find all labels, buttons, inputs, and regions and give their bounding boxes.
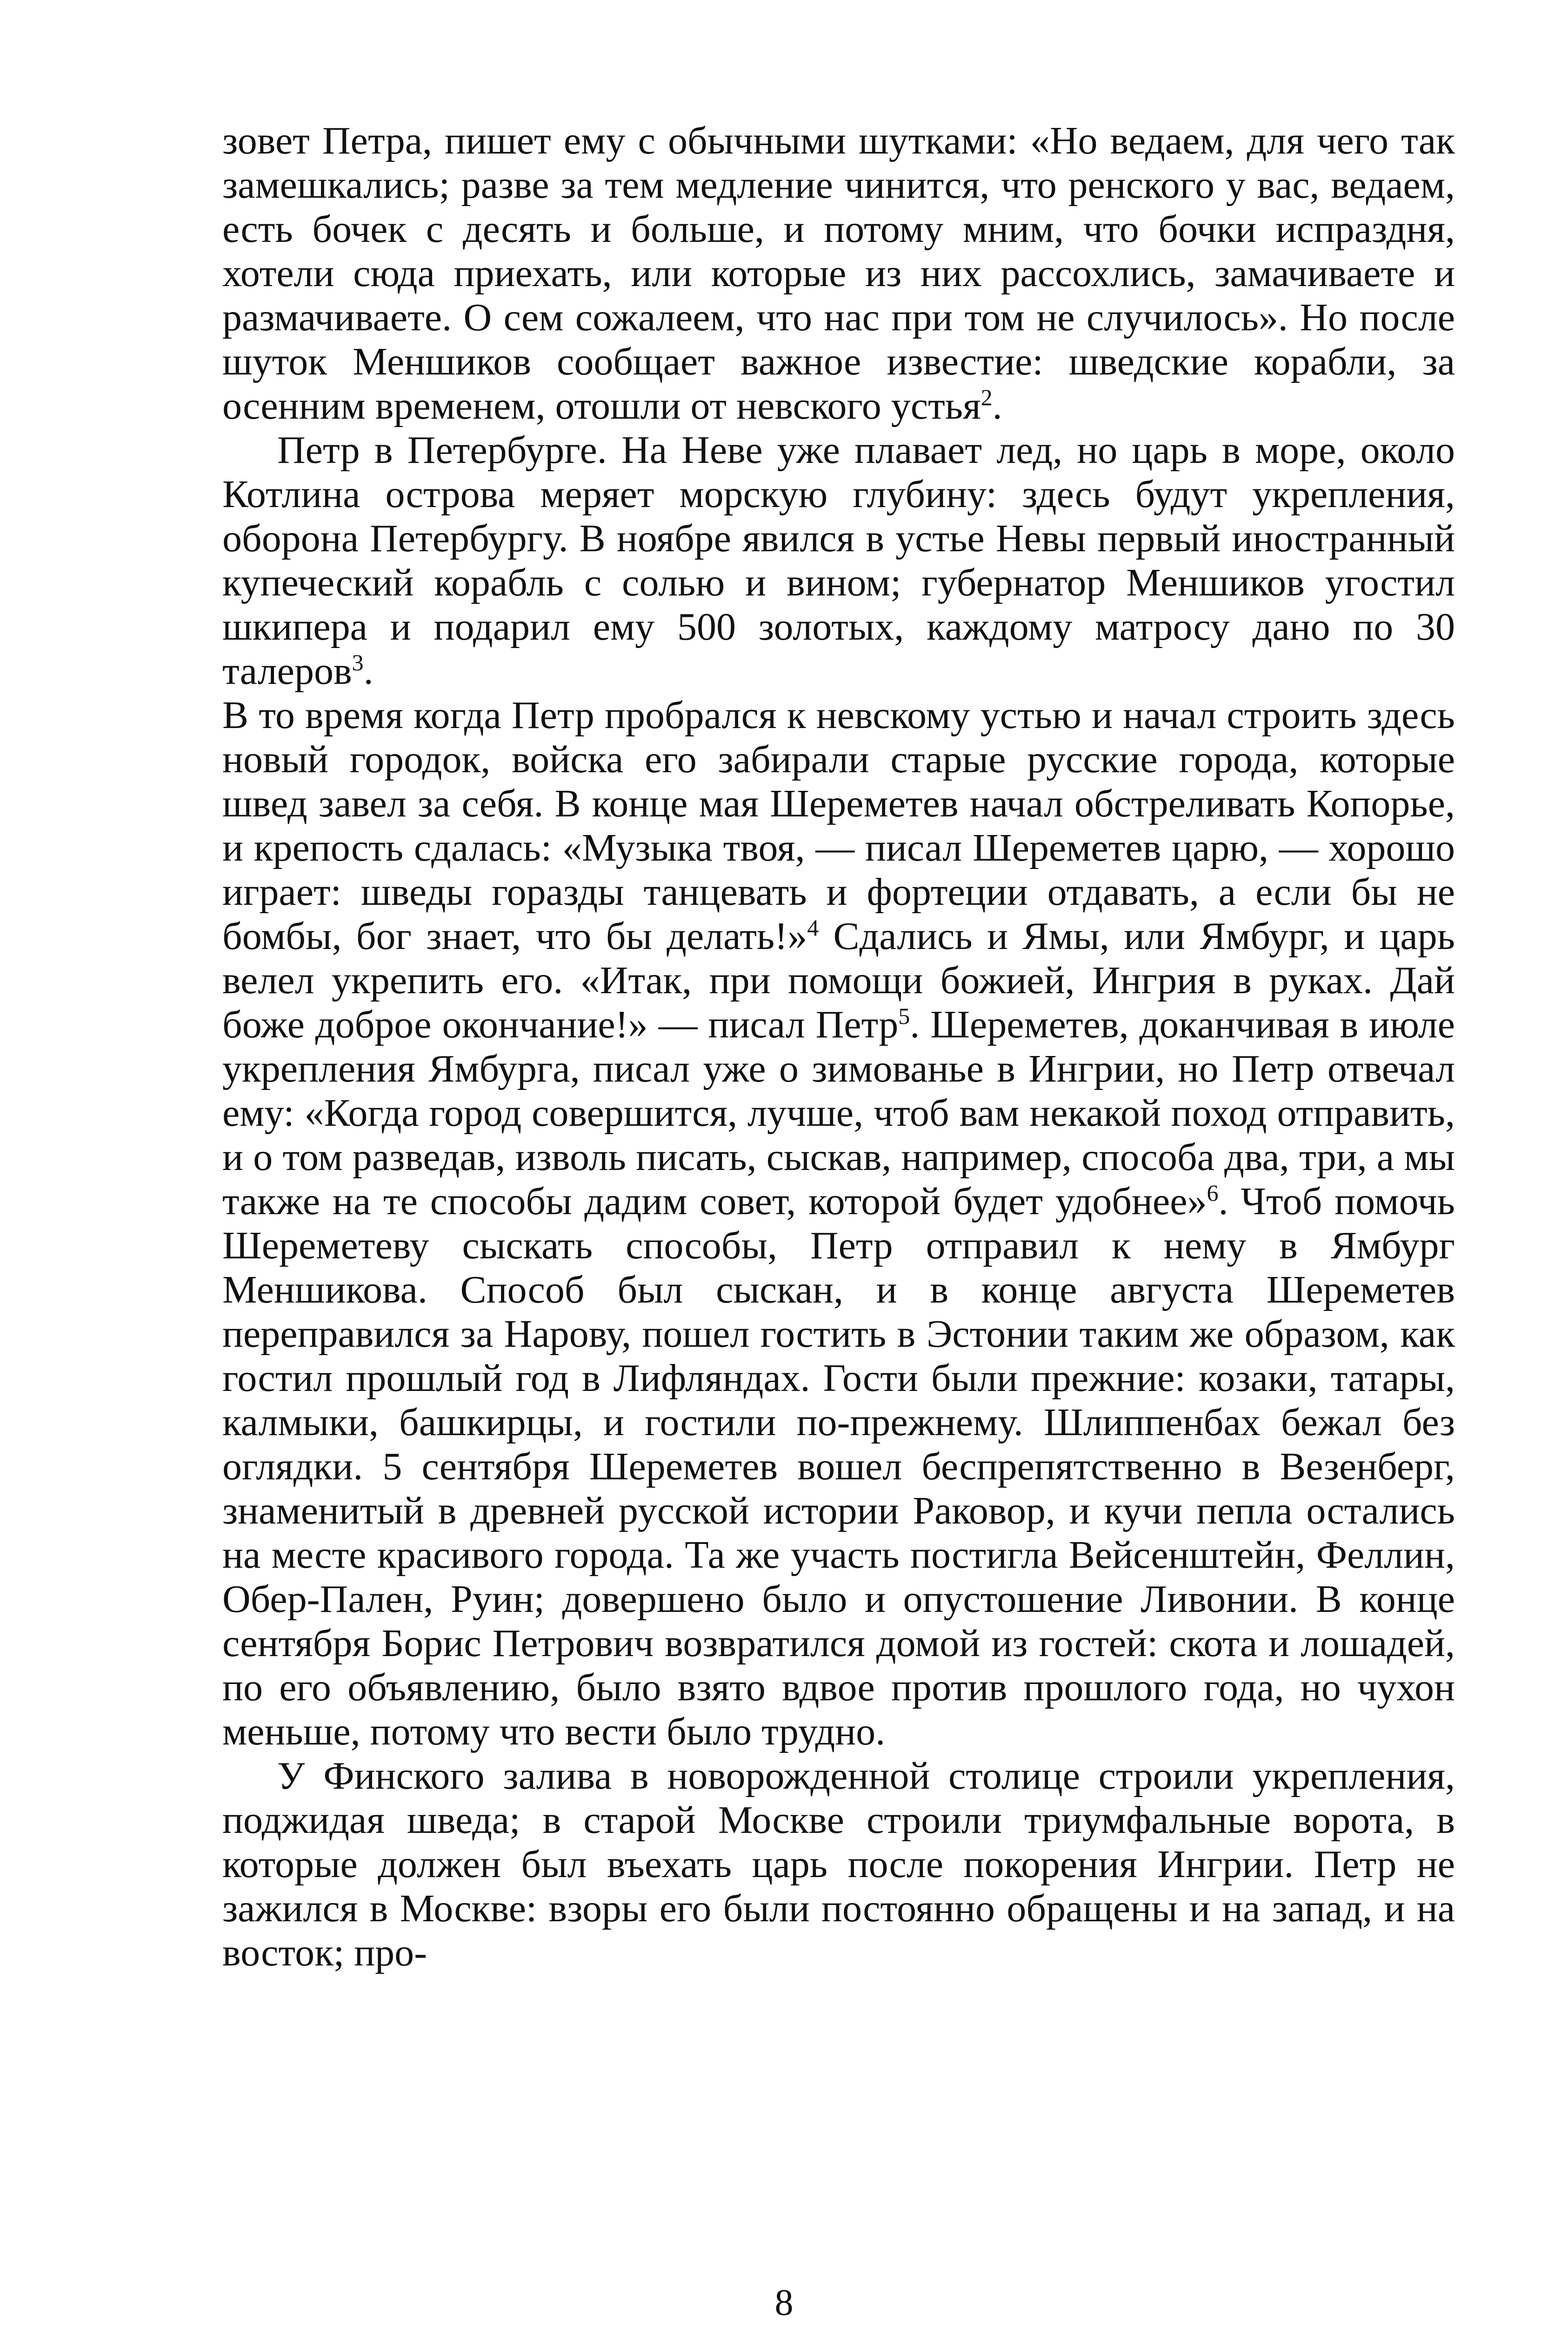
- paragraph-3: [222, 693, 1455, 1754]
- paragraph-text: . Чтоб помочь Шереметеву сыскать способы, Петр отправил к нему в Ямбург Меншикова. Способ был сыскан, и в конце августа Шереметев переправился за Нарову, пошел гостить в Эстонии таким же образом, как гостил прошлый год в Лифляндах. Гости были прежние: козаки, татары, калмыки, башкирцы, и гостили по-прежнему. Шлиппенбах бежал без оглядки. 5 сентября Шереметев вошел беспрепятственно в Везенберг, знаменитый в древней русской истории Раковор, и кучи пепла остались на месте красивого города. Та же участь постигла Вейсенштейн, Феллин, Обер-Пален, Руин; довершено было и опустошение Ливонии. В конце сентября Борис Петрович возвратился домой из гостей: скота и лошадей, по его объявлению, было взято вдвое против прошлого года, но чухон меньше, потому что вести было трудно.: [222, 1180, 1455, 1753]
- page-number: 8: [774, 2282, 794, 2323]
- paragraph-1: [222, 119, 1455, 428]
- paragraph-text: В то время когда Петр пробрался к невскому устью и начал строить здесь новый городок, войска его забирали старые русские города, которые швед завел за себя. В конце мая Шереметев начал обстреливать Копорье, и крепость сдалась: «Музыка твоя, — писал Шереметев царю, — хорошо играет: шведы горазды танцевать и фортеции отдавать, а если бы не бомбы, бог знает, что бы делать!»: [222, 694, 1455, 958]
- paragraph-text: Сдались и Ямы, или Ямбург, и царь велел укрепить его. «Итак, при помощи божией, Ингрия в руках. Дай боже доброе окончание!» — писал Петр: [222, 915, 1455, 1046]
- paragraph-text: . Шереметев, доканчивая в июле укрепления Ямбурга, писал уже о зимованье в Ингрии, но Петр отвечал ему: «Когда город совершится, лучше, чтоб вам некакой поход отправить, и о том разведав, изволь писать, сыскав, например, способа два, три, а мы также на те способы дадим совет, которой будет удобнее»: [222, 1003, 1455, 1223]
- footnote-marker: 5: [898, 1003, 910, 1029]
- paragraph-2: [222, 428, 1455, 693]
- footnote-marker: 4: [807, 915, 819, 941]
- footnote-marker: 3: [352, 649, 364, 675]
- paragraph-text: зовет Петра, пишет ему с обычными шутками: «Но ведаем, для чего так замешкались; разве за тем медление чинится, что ренского у вас, ведаем, есть бочек с десять и больше, и потому мним, что бочки испраздня, хотели сюда приехать, или которые из них рассохлись, замачиваете и размачиваете. О сем сожалеем, что нас при том не случилось». Но после шуток Меншиков сообщает важное известие: шведские корабли, за осенним временем, отошли от невского устья: [222, 119, 1455, 428]
- paragraph-text: Петр в Петербурге. На Неве уже плавает лед, но царь в море, около Котлина острова меряет морскую глубину: здесь будут укрепления, оборона Петербургу. В ноябре явился в устье Невы первый иностранный купеческий корабль с солью и вином; губернатор Меншиков угостил шкипера и подарил ему 500 золотых, каждому матросу дано по 30 талеров: [222, 428, 1455, 693]
- footnote-marker: 2: [981, 384, 993, 410]
- paragraph-text: .: [992, 384, 1002, 428]
- paragraph-text: У Финского залива в новорожденной столице строили укрепления, поджидая шведа; в старой Москве строили триумфальные ворота, в которые должен был въехать царь после покорения Ингрии. Петр не зажился в Москве: взоры его были постоянно обращены и на запад, и на восток; про-: [222, 1754, 1455, 1974]
- page-body: [222, 119, 1455, 1975]
- footnote-marker: 6: [1207, 1180, 1219, 1206]
- paragraph-4: [222, 1754, 1455, 1975]
- paragraph-text: .: [363, 649, 374, 693]
